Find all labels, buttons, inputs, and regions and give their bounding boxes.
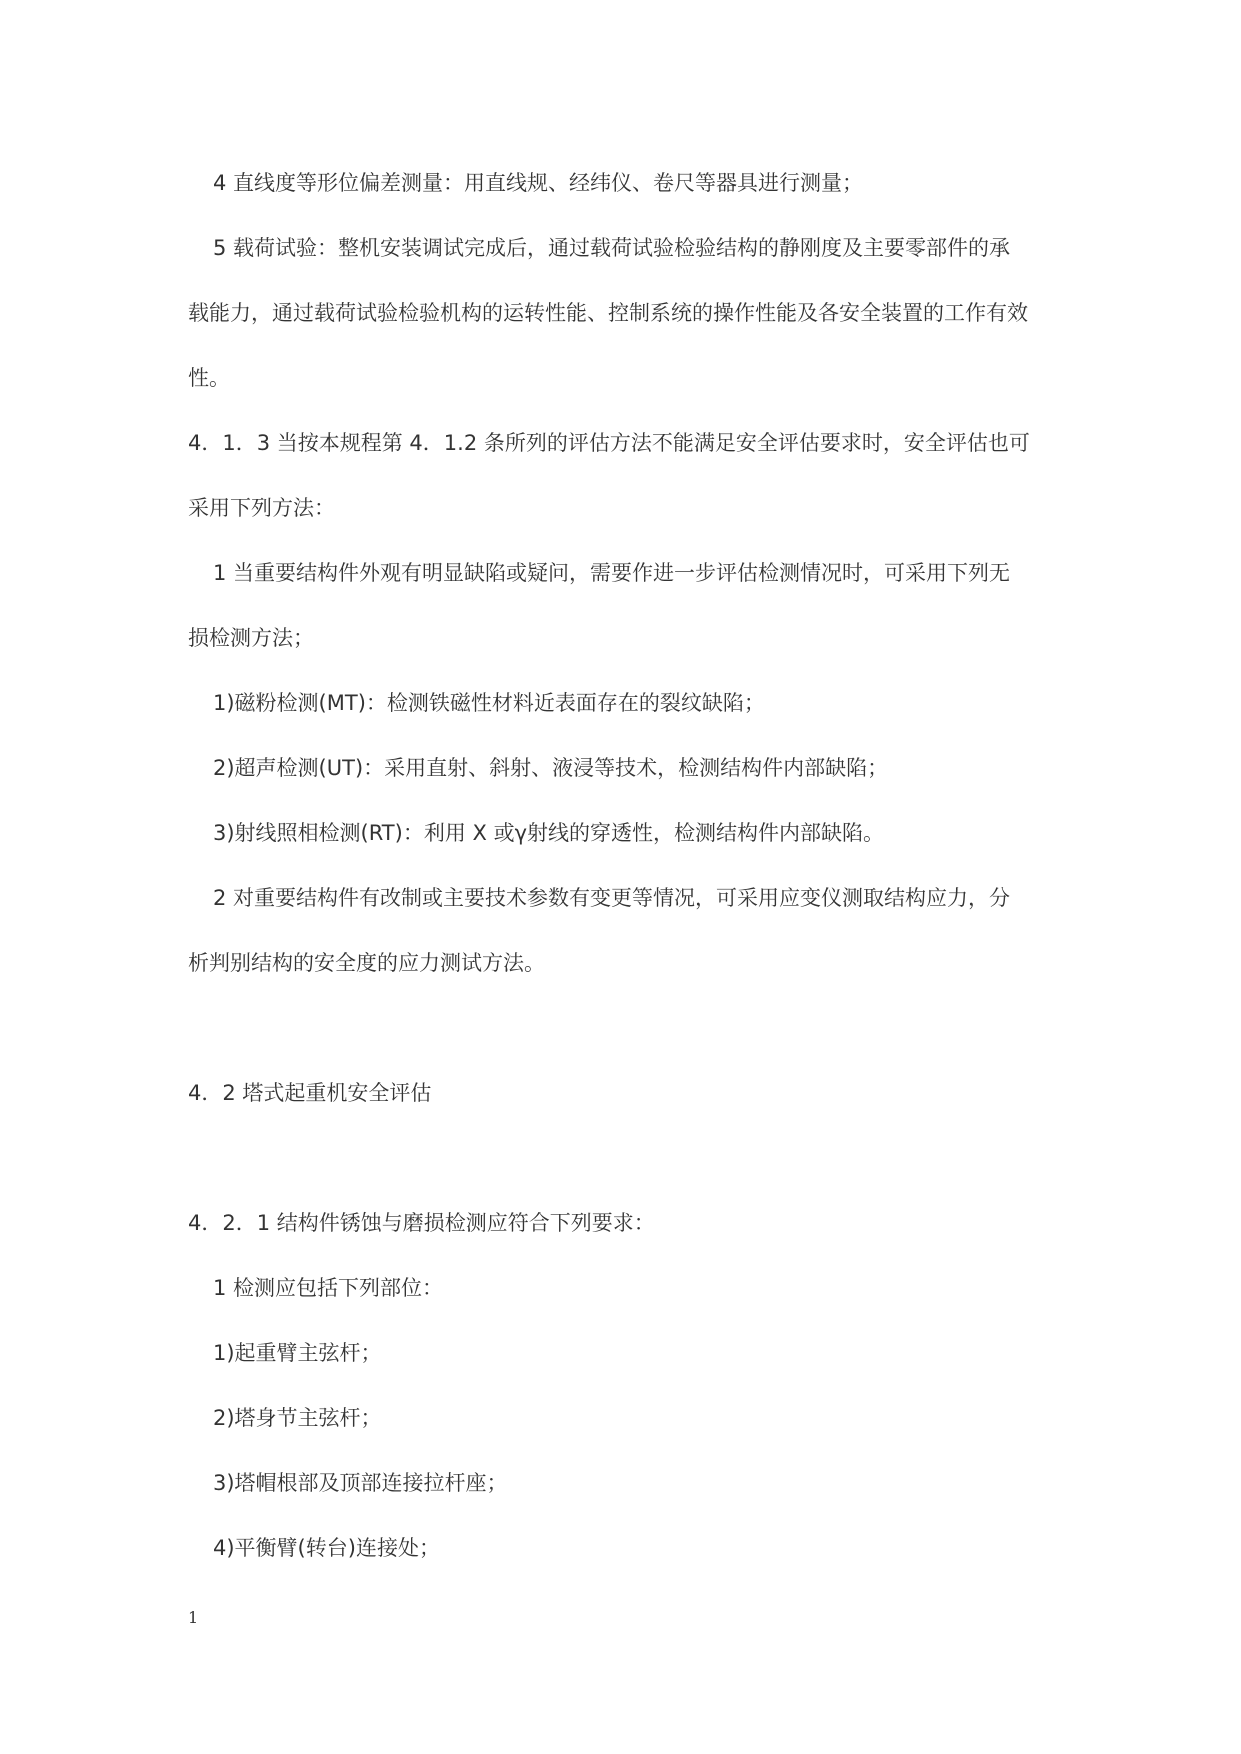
paragraph-line: 损检测方法； [188, 626, 314, 650]
paragraph-line: 1 检测应包括下列部位： [213, 1276, 444, 1300]
list-item: 2)超声检测(UT)：采用直射、斜射、液浸等技术，检测结构件内部缺陷； [213, 756, 889, 780]
list-item: 3)塔帽根部及顶部连接拉杆座； [213, 1471, 508, 1495]
section-heading: 4．2 塔式起重机安全评估 [188, 1081, 432, 1105]
list-item: 3)射线照相检测(RT)：利用 X 或γ射线的穿透性，检测结构件内部缺陷。 [213, 821, 884, 845]
paragraph-line: 析判别结构的安全度的应力测试方法。 [188, 951, 545, 975]
page-number: 1 [188, 1608, 199, 1627]
paragraph-line: 载能力，通过载荷试验检验机构的运转性能、控制系统的操作性能及各安全装置的工作有效 [188, 301, 1028, 325]
list-item: 4)平衡臂(转台)连接处； [213, 1536, 440, 1560]
paragraph-line: 2 对重要结构件有改制或主要技术参数有变更等情况，可采用应变仪测取结构应力，分 [213, 886, 1011, 910]
paragraph-line: 4 直线度等形位偏差测量：用直线规、经纬仪、卷尺等器具进行测量； [213, 171, 864, 195]
list-item: 2)塔身节主弦杆； [213, 1406, 382, 1430]
paragraph-line: 1 当重要结构件外观有明显缺陷或疑问，需要作进一步评估检测情况时，可采用下列无 [213, 561, 1011, 585]
paragraph-line: 性。 [188, 366, 230, 390]
list-item: 1)起重臂主弦杆； [213, 1341, 382, 1365]
paragraph-line: 5 载荷试验：整机安装调试完成后，通过载荷试验检验结构的静刚度及主要零部件的承 [213, 236, 1011, 260]
section-heading: 4．2．1 结构件锈蚀与磨损检测应符合下列要求： [188, 1211, 655, 1235]
paragraph-line: 采用下列方法： [188, 496, 335, 520]
section-heading: 4．1．3 当按本规程第 4．1.2 条所列的评估方法不能满足安全评估要求时，安全评估也可 [188, 431, 1030, 455]
list-item: 1)磁粉检测(MT)：检测铁磁性材料近表面存在的裂纹缺陷； [213, 691, 765, 715]
